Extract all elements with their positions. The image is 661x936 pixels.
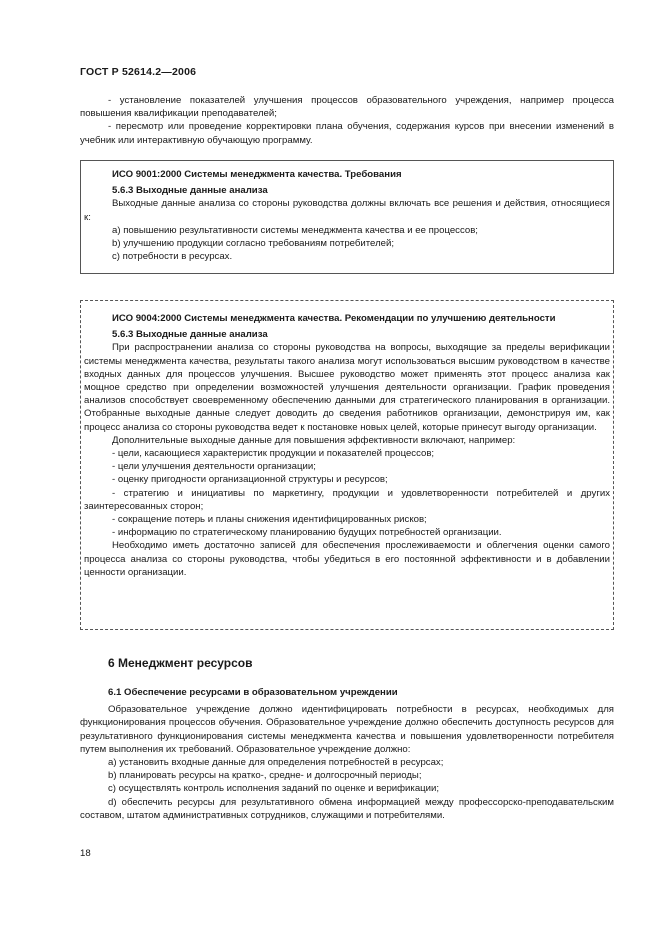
- list-item: d) обеспечить ресурсы для результативного обмена информацией между профессорско-преподавательским составом, штатом административных сотрудников, служащими и потребителями.: [80, 796, 614, 821]
- list-item: - цели, касающиеся характеристик продукции и показателей процессов;: [112, 448, 435, 460]
- list-item: b) улучшению продукции согласно требованиям потребителей;: [112, 238, 395, 250]
- list-item: c) осуществлять контроль исполнения заданий по оценке и верификации;: [108, 783, 440, 795]
- list-item: а) установить входные данные для определения потребностей в ресурсах;: [108, 757, 444, 769]
- list-item: - оценку пригодности организационной структуры и ресурсов;: [112, 474, 388, 486]
- subsection-title: 6.1 Обеспечение ресурсами в образовательном учреждении: [108, 687, 398, 698]
- box-paragraph: Необходимо иметь достаточно записей для обеспечения прослеживаемости и облегчения оценки самого процесса анализа со стороны руководства, чтобы убедиться в его постоянной эффективности и в добавлении ценности организации.: [84, 540, 610, 578]
- box-paragraph: При распространении анализа со стороны руководства на вопросы, выходящие за пределы верификации системы менеджмента качества, результаты такого анализа могут использоваться высшим руководством в качестве входных данных для процессов улучшения. Высшее руководство может применять этот процесс анализа как мощное средство при определении возможностей улучшения деятельности организации. График проведения анализов способствует своевременному обеспечению данными для стратегического планирования в организации. Отобранные выходные данные следует доводить до сведения работников организации, демонстрируя им, как процесс анализа со стороны руководства ведет к постановке новых целей, которые принесут выгоду организации.: [84, 342, 610, 433]
- intro-paragraph: - пересмотр или проведение корректировки плана обучения, содержания курсов при внесении изменений в учебник или интерактивную обучающую программу.: [80, 121, 614, 146]
- section-title: 6 Менеджмент ресурсов: [108, 656, 253, 670]
- list-item: а) повышению результативности системы менеджмента качества и ее процессов;: [112, 224, 478, 236]
- document-header: ГОСТ Р 52614.2—2006: [80, 66, 197, 78]
- box-subtitle: 5.6.3 Выходные данные анализа: [112, 329, 268, 341]
- box-paragraph: Дополнительные выходные данные для повышения эффективности включают, например:: [112, 434, 516, 446]
- box-title: ИСО 9004:2000 Системы менеджмента качества. Рекомендации по улучшению деятельности: [112, 313, 556, 324]
- list-item: - цели улучшения деятельности организации;: [112, 461, 316, 473]
- list-item: b) планировать ресурсы на кратко-, средне- и долгосрочный периоды;: [108, 770, 422, 782]
- list-item: - сокращение потерь и планы снижения идентифицированных рисков;: [112, 514, 427, 526]
- page-number: 18: [80, 848, 91, 859]
- list-item: - стратегию и инициативы по маркетингу, продукции и удовлетворенности потребителей и других заинтересованных сторон;: [84, 487, 610, 512]
- box-title: ИСО 9001:2000 Системы менеджмента качества. Требования: [112, 169, 402, 180]
- intro-paragraph: - установление показателей улучшения процессов образовательного учреждения, например процесса повышения квалификации преподавателей;: [80, 95, 614, 120]
- box-subtitle: 5.6.3 Выходные данные анализа: [112, 185, 268, 197]
- list-item: c) потребности в ресурсах.: [112, 251, 233, 263]
- box-paragraph: Выходные данные анализа со стороны руководства должны включать все решения и действия, относящиеся к:: [84, 198, 610, 223]
- list-item: - информацию по стратегическому планированию будущих потребностей организации.: [112, 527, 502, 539]
- section-6-body: [80, 686, 614, 822]
- section-paragraph: Образовательное учреждение должно идентифицировать потребности в ресурсах, необходимых для функционирования процессов обучения. Образовательное учреждение должно обеспечить доступность ресурсов для результативного функционирования системы менеджмента качества и повышения удовлетворенности потребителя путем выполнения их требований. Образовательное учреждение должно:: [80, 704, 614, 755]
- intro-block: [80, 94, 614, 147]
- iso-9004-content: [84, 312, 610, 579]
- iso-9001-content: [84, 168, 610, 263]
